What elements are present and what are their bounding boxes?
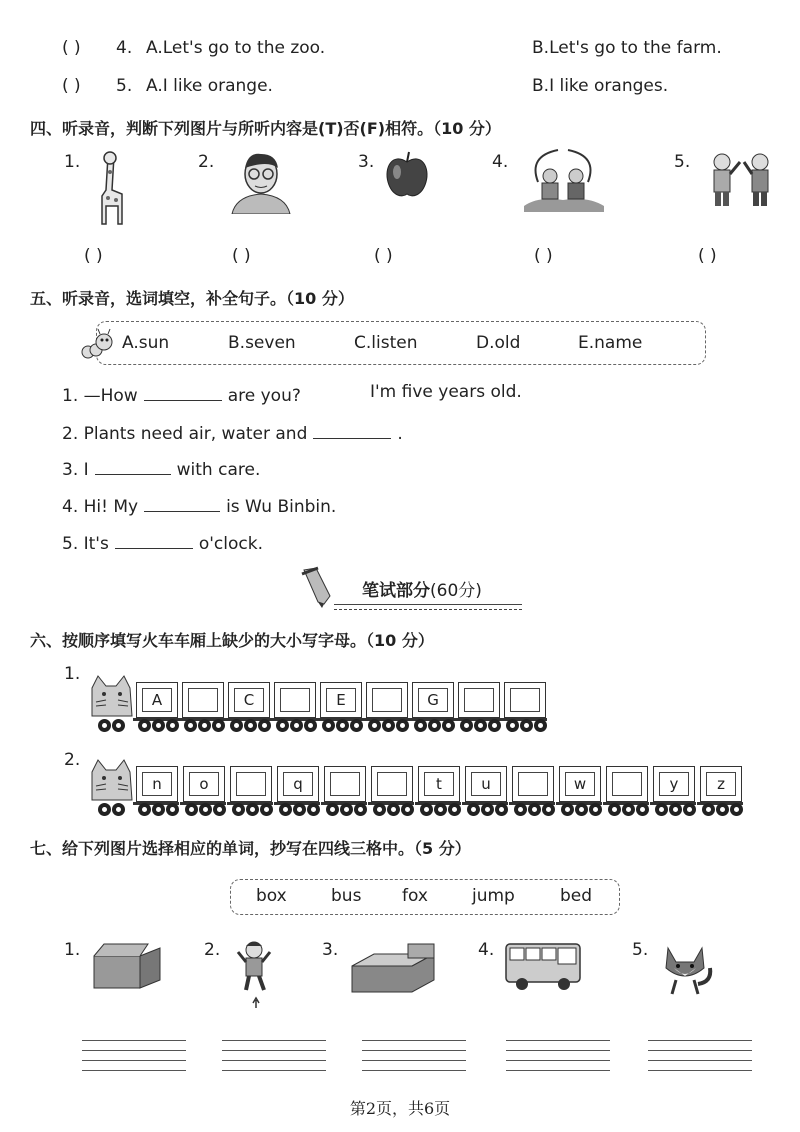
apple-picture xyxy=(384,148,430,200)
train-wheel xyxy=(481,803,494,816)
train-wheel xyxy=(276,719,289,732)
train-letter-blank[interactable] xyxy=(518,772,548,796)
train-wheel xyxy=(152,803,165,816)
train-wheel xyxy=(460,719,473,732)
train-wheel xyxy=(575,803,588,816)
train-wheel xyxy=(514,803,527,816)
train-wheel xyxy=(198,719,211,732)
train-car xyxy=(228,682,270,718)
train-wheel xyxy=(434,803,447,816)
train-car xyxy=(136,682,178,718)
sentence-5: 5. It's o'clock. xyxy=(62,530,263,554)
p4-answer-2[interactable]: ( ) xyxy=(232,246,251,266)
train-wheel xyxy=(232,803,245,816)
train-wheel xyxy=(258,719,271,732)
p4-num-2: 2. xyxy=(198,152,215,172)
train-car xyxy=(412,682,454,718)
train-letter-box: z xyxy=(706,772,736,796)
train-wheel xyxy=(506,719,519,732)
train-wheel xyxy=(382,719,395,732)
train-letter-box: o xyxy=(189,772,219,796)
train-letter-box: u xyxy=(471,772,501,796)
train-wheel xyxy=(293,803,306,816)
children-under-tree-picture xyxy=(518,146,608,212)
p4-answer-4[interactable]: ( ) xyxy=(534,246,553,266)
bus-picture xyxy=(502,938,584,992)
sentence-3: 3. I with care. xyxy=(62,456,260,480)
blank-3[interactable] xyxy=(95,456,171,475)
giraffe-picture xyxy=(86,150,130,230)
train-wheel xyxy=(112,719,125,732)
p4-num-1: 1. xyxy=(64,152,81,172)
train-wheel xyxy=(622,803,635,816)
fox-picture xyxy=(654,938,716,998)
train-engine-cat-icon xyxy=(88,672,134,732)
train-car xyxy=(277,766,319,802)
p7-num-3: 3. xyxy=(322,940,339,960)
train-wheel xyxy=(702,803,715,816)
train-car xyxy=(606,766,648,802)
train-wheel xyxy=(716,803,729,816)
train-letter-box: C xyxy=(234,688,264,712)
p4-num-3: 3. xyxy=(358,152,375,172)
train-letter-box: w xyxy=(565,772,595,796)
blank-4[interactable] xyxy=(144,493,220,512)
word-jump: jump xyxy=(472,886,515,906)
train-wheel xyxy=(387,803,400,816)
train-wheel xyxy=(336,719,349,732)
train-wheel xyxy=(401,803,414,816)
train-wheel xyxy=(608,803,621,816)
train-wheel xyxy=(199,803,212,816)
word-fox: fox xyxy=(402,886,428,906)
train-letter-blank[interactable] xyxy=(372,688,402,712)
q5-number: 5. xyxy=(116,76,133,96)
writing-lines-1[interactable] xyxy=(82,1040,186,1070)
part7-title: 七、给下列图片选择相应的单词，抄写在四线三格中。（5 分） xyxy=(30,839,471,858)
train-wheel xyxy=(152,719,165,732)
train-letter-box: E xyxy=(326,688,356,712)
option-e: E.name xyxy=(578,333,643,353)
option-c: C.listen xyxy=(354,333,418,353)
sentence-1: 1. —How are you? xyxy=(62,382,301,406)
train-wheel xyxy=(420,803,433,816)
writing-lines-5[interactable] xyxy=(648,1040,752,1070)
option-d: D.old xyxy=(476,333,521,353)
train-wheel xyxy=(683,803,696,816)
train-2 xyxy=(88,756,752,820)
train-car xyxy=(700,766,742,802)
word-bed: bed xyxy=(560,886,593,906)
blank-2[interactable] xyxy=(313,420,391,439)
blank-1[interactable] xyxy=(144,382,222,401)
train-wheel xyxy=(396,719,409,732)
writing-lines-2[interactable] xyxy=(222,1040,326,1070)
train-wheel xyxy=(244,719,257,732)
jumping-boy-picture xyxy=(236,938,276,1018)
train-car xyxy=(465,766,507,802)
train-car xyxy=(136,766,178,802)
train-wheel xyxy=(166,803,179,816)
sentence-2: 2. Plants need air, water and . xyxy=(62,420,403,444)
train-wheel xyxy=(542,803,555,816)
p7-num-5: 5. xyxy=(632,940,649,960)
p7-num-4: 4. xyxy=(478,940,495,960)
train-car xyxy=(183,766,225,802)
section-underline xyxy=(334,604,522,610)
train-letter-blank[interactable] xyxy=(236,772,266,796)
train-1 xyxy=(88,672,558,736)
train-car xyxy=(418,766,460,802)
train-wheel xyxy=(368,719,381,732)
train-wheel xyxy=(448,803,461,816)
p4-num-4: 4. xyxy=(492,152,509,172)
train-letter-box: y xyxy=(659,772,689,796)
option-a: A.sun xyxy=(122,333,170,353)
boy-with-glasses-picture xyxy=(228,148,294,214)
train-letter-blank[interactable] xyxy=(464,688,494,712)
pencil-icon xyxy=(296,566,336,608)
page-number: 第2页，共6页 xyxy=(349,1099,451,1118)
train-wheel xyxy=(414,719,427,732)
train-wheel xyxy=(307,803,320,816)
train-wheel xyxy=(138,803,151,816)
train-wheel xyxy=(520,719,533,732)
bed-picture xyxy=(348,942,438,996)
caterpillar-icon xyxy=(80,328,114,362)
train-wheel xyxy=(534,719,547,732)
train-wheel xyxy=(138,719,151,732)
train-wheel xyxy=(528,803,541,816)
train-car xyxy=(230,766,272,802)
p4-answer-5[interactable]: ( ) xyxy=(698,246,717,266)
train-wheel xyxy=(230,719,243,732)
train-wheel xyxy=(561,803,574,816)
train-letter-blank[interactable] xyxy=(188,688,218,712)
train-wheel xyxy=(340,803,353,816)
train-car xyxy=(366,682,408,718)
part6-title: 六、按顺序填写火车车厢上缺少的大小写字母。（10 分） xyxy=(30,631,434,650)
train-wheel xyxy=(730,803,743,816)
train-wheel xyxy=(166,719,179,732)
train-wheel xyxy=(354,803,367,816)
q5-option-b: B.I like oranges. xyxy=(532,76,669,96)
q4-option-a: A.Let's go to the zoo. xyxy=(146,38,326,58)
train1-number: 1. xyxy=(64,664,81,684)
writing-lines-4[interactable] xyxy=(506,1040,610,1070)
sentence-4: 4. Hi! My is Wu Binbin. xyxy=(62,493,336,517)
train-wheel xyxy=(589,803,602,816)
train-wheel xyxy=(495,803,508,816)
p4-num-5: 5. xyxy=(674,152,691,172)
train-wheel xyxy=(290,719,303,732)
train-wheel xyxy=(98,719,111,732)
train-letter-box: n xyxy=(142,772,172,796)
written-section-title: 笔试部分(60分) xyxy=(362,581,482,601)
box-picture xyxy=(90,940,164,990)
train-wheel xyxy=(279,803,292,816)
train-wheel xyxy=(98,803,111,816)
train-wheel xyxy=(322,719,335,732)
train-wheel xyxy=(474,719,487,732)
train-letter-box: q xyxy=(283,772,313,796)
blank-5[interactable] xyxy=(115,530,193,549)
q4-paren[interactable]: ( ) xyxy=(62,38,81,58)
train-wheel xyxy=(112,803,125,816)
train-wheel xyxy=(655,803,668,816)
train-letter-box: A xyxy=(142,688,172,712)
part4-title: 四、听录音，判断下列图片与所听内容是(T)否(F)相符。（10 分） xyxy=(30,119,501,138)
word-box: box xyxy=(256,886,287,906)
q4-option-b: B.Let's go to the farm. xyxy=(532,38,722,58)
train-car xyxy=(320,682,362,718)
train-wheel xyxy=(260,803,273,816)
train-wheel xyxy=(442,719,455,732)
two-boys-waving-picture xyxy=(702,150,778,208)
word-bus: bus xyxy=(331,886,362,906)
train-letter-box: t xyxy=(424,772,454,796)
train-wheel xyxy=(326,803,339,816)
train-letter-blank[interactable] xyxy=(612,772,642,796)
train-car xyxy=(371,766,413,802)
q5-paren[interactable]: ( ) xyxy=(62,76,81,96)
train-wheel xyxy=(467,803,480,816)
option-b: B.seven xyxy=(228,333,296,353)
train-wheel xyxy=(185,803,198,816)
train-letter-blank[interactable] xyxy=(330,772,360,796)
train-letter-blank[interactable] xyxy=(510,688,540,712)
train-car xyxy=(653,766,695,802)
train-wheel xyxy=(373,803,386,816)
train-wheel xyxy=(304,719,317,732)
train-wheel xyxy=(184,719,197,732)
train-letter-blank[interactable] xyxy=(377,772,407,796)
train-wheel xyxy=(488,719,501,732)
p7-num-2: 2. xyxy=(204,940,221,960)
q4-number: 4. xyxy=(116,38,133,58)
train-wheel xyxy=(246,803,259,816)
p7-num-1: 1. xyxy=(64,940,81,960)
train-wheel xyxy=(213,803,226,816)
train-engine-cat-icon xyxy=(88,756,134,816)
train-wheel xyxy=(428,719,441,732)
q5-option-a: A.I like orange. xyxy=(146,76,273,96)
part5-title: 五、听录音，选词填空，补全句子。（10 分） xyxy=(30,289,354,308)
train-wheel xyxy=(636,803,649,816)
train-car xyxy=(324,766,366,802)
train-car xyxy=(559,766,601,802)
train-wheel xyxy=(350,719,363,732)
p4-answer-1[interactable]: ( ) xyxy=(84,246,103,266)
sentence-1-reply: I'm five years old. xyxy=(370,382,522,402)
train-car xyxy=(504,682,546,718)
train-letter-blank[interactable] xyxy=(280,688,310,712)
writing-lines-3[interactable] xyxy=(362,1040,466,1070)
train-car xyxy=(458,682,500,718)
p4-answer-3[interactable]: ( ) xyxy=(374,246,393,266)
train-car xyxy=(182,682,224,718)
train-letter-box: G xyxy=(418,688,448,712)
train-car xyxy=(512,766,554,802)
train-car xyxy=(274,682,316,718)
train-wheel xyxy=(212,719,225,732)
train-wheel xyxy=(669,803,682,816)
train2-number: 2. xyxy=(64,750,81,770)
